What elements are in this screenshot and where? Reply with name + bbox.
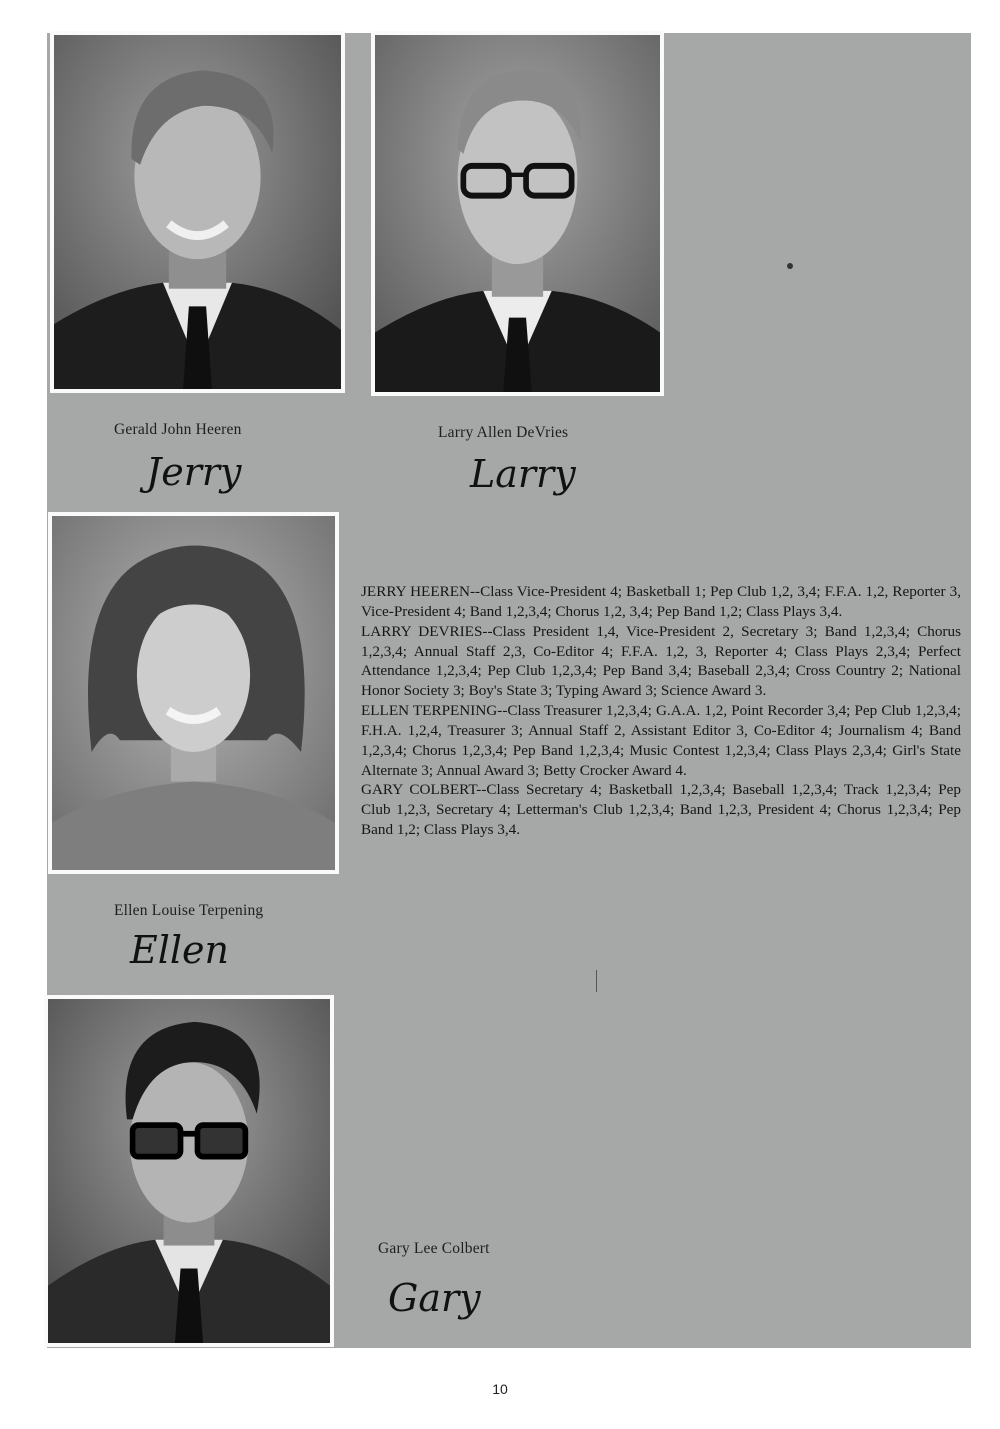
signature: Ellen <box>130 928 230 972</box>
student-name: Gerald John Heeren <box>114 421 242 438</box>
signature: Jerry <box>146 450 242 494</box>
portrait-photo-ellen <box>48 512 339 874</box>
bio-paragraph: LARRY DEVRIES--Class President 1,4, Vice-President 2, Secretary 3; Band 1,2,3,4; Chorus 1,2,3,4; Annual Staff 2,3, Co-Editor 4; F.F.A. 1,2, 3, Reporter 4; Class Plays 2,3,4; Perfect Attendance 1,2,3,4; Pep Club 1,2,3,4; Pep Band 3,4; Baseball 2,3,4; Cross Country 2; National Honor Society 3; Boy's State 3; Typing Award 3; Science Award 3. <box>361 622 961 700</box>
student-name: Gary Lee Colbert <box>378 1240 490 1257</box>
signature: Larry <box>470 452 576 496</box>
activities-text <box>361 582 961 840</box>
student-name: Larry Allen DeVries <box>438 424 569 441</box>
speck <box>787 263 793 269</box>
signature: Gary <box>388 1276 481 1320</box>
portrait-photo-gerald <box>50 31 345 393</box>
crease-mark <box>596 970 597 992</box>
page-number: 10 <box>492 1381 508 1397</box>
bio-paragraph: GARY COLBERT--Class Secretary 4; Basketball 1,2,3,4; Baseball 1,2,3,4; Track 1,2,3,4; Pep Club 1,2,3, Secretary 4; Letterman's Club 1,2,3,4; Band 1,2,3, President 4; Chorus 1,2,3,4; Pep Band 1,2; Class Plays 3,4. <box>361 781 961 839</box>
bio-paragraph: JERRY HEEREN--Class Vice-President 4; Basketball 1; Pep Club 1,2, 3,4; F.F.A. 1,2, Reporter 3, Vice-President 4; Band 1,2,3,4; Chorus 1,2, 3,4; Pep Band 1,2; Class Plays 3,4. <box>361 583 961 620</box>
portrait-photo-gary <box>44 995 334 1347</box>
bio-paragraph: ELLEN TERPENING--Class Treasurer 1,2,3,4; G.A.A. 1,2, Point Recorder 3,4; Pep Club 1,2,3,4; F.H.A. 1,2,4, Treasurer 3; Annual Staff 2, Assistant Editor 3, Co-Editor 4; Journalism 4; Band 1,2,3,4; Chorus 1,2,3,4; Pep Band 1,2,3,4; Music Contest 1,2,3,4; Class Plays 2,3,4; Girl's State Alternate 3; Annual Award 3; Betty Crocker Award 4. <box>361 702 961 779</box>
student-name: Ellen Louise Terpening <box>114 902 264 919</box>
portrait-photo-larry <box>371 31 664 396</box>
